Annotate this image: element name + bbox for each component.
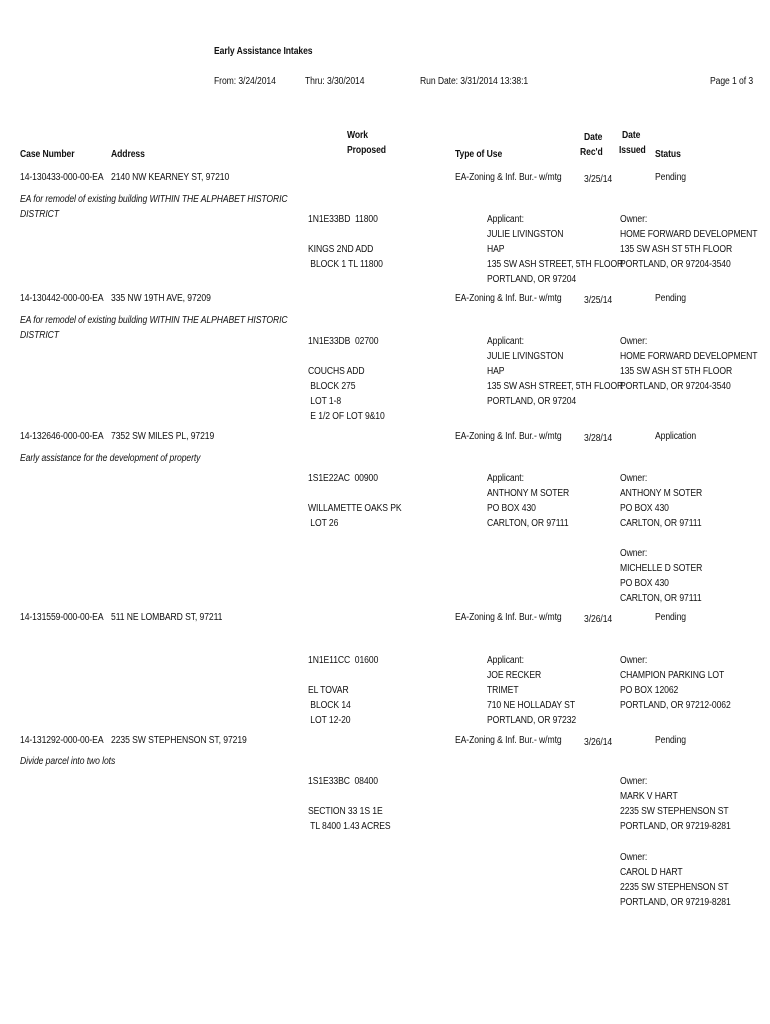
owner-block: Owner: MARK V HART 2235 SW STEPHENSON ST PORTLAND, OR 97219-8281 — [620, 776, 731, 832]
legal-description: 1N1E33BD 11800 KINGS 2ND ADD BLOCK 1 TL 11800 — [308, 214, 383, 270]
case-description: Divide parcel into two lots — [20, 756, 116, 767]
case-address: 335 NW 19TH AVE, 97209 — [111, 293, 211, 304]
owner-block-2: Owner: MICHELLE D SOTER PO BOX 430 CARLTON, OR 97111 — [620, 548, 703, 604]
case-status: Pending — [655, 293, 686, 304]
case-address: 7352 SW MILES PL, 97219 — [111, 431, 215, 442]
col-date-issued-2: Issued — [619, 145, 646, 156]
case-number: 14-130442-000-00-EA — [20, 293, 104, 304]
col-date-issued-1: Date — [622, 130, 641, 141]
owner-block: Owner: CHAMPION PARKING LOT PO BOX 12062 PORTLAND, OR 97212-0062 — [620, 655, 731, 711]
applicant-block: Applicant: JULIE LIVINGSTON HAP 135 SW ASH STREET, 5TH FLOOR PORTLAND, OR 97204 — [487, 214, 624, 285]
legal-description: 1S1E33BC 08400 SECTION 33 1S 1E TL 8400 1.43 ACRES — [308, 776, 391, 832]
owner-block: Owner: HOME FORWARD DEVELOPMENT 135 SW ASH ST 5TH FLOOR PORTLAND, OR 97204-3540 — [620, 214, 758, 270]
col-date-recd-2: Rec'd — [580, 147, 603, 158]
case-status: Pending — [655, 172, 686, 183]
case-number: 14-131292-000-00-EA — [20, 735, 104, 746]
case-address: 2235 SW STEPHENSON ST, 97219 — [111, 735, 247, 746]
type-of-use: EA-Zoning & Inf. Bur.- w/mtg — [455, 735, 562, 746]
col-work-2: Proposed — [347, 145, 386, 156]
case-status: Application — [655, 431, 697, 442]
owner-block: Owner: HOME FORWARD DEVELOPMENT 135 SW ASH ST 5TH FLOOR PORTLAND, OR 97204-3540 — [620, 336, 758, 392]
applicant-block: Applicant: ANTHONY M SOTER PO BOX 430 CARLTON, OR 97111 — [487, 473, 570, 529]
run-date: Run Date: 3/31/2014 13:38:1 — [420, 76, 529, 87]
col-case-number: Case Number — [20, 149, 75, 160]
case-description: Early assistance for the development of property — [20, 453, 201, 464]
col-date-recd-1: Date — [584, 132, 603, 143]
col-address: Address — [111, 149, 145, 160]
col-type-of-use: Type of Use — [455, 149, 503, 160]
date-recd: 3/25/14 — [584, 174, 613, 185]
case-number: 14-130433-000-00-EA — [20, 172, 104, 183]
applicant-block: Applicant: JULIE LIVINGSTON HAP 135 SW ASH STREET, 5TH FLOOR PORTLAND, OR 97204 — [487, 336, 624, 407]
type-of-use: EA-Zoning & Inf. Bur.- w/mtg — [455, 172, 562, 183]
date-recd: 3/25/14 — [584, 295, 613, 306]
case-number: 14-131559-000-00-EA — [20, 612, 104, 623]
applicant-block: Applicant: JOE RECKER TRIMET 710 NE HOLLADAY ST PORTLAND, OR 97232 — [487, 655, 577, 726]
date-recd: 3/28/14 — [584, 433, 613, 444]
case-status: Pending — [655, 735, 686, 746]
legal-description: 1S1E22AC 00900 WILLAMETTE OAKS PK LOT 26 — [308, 473, 402, 529]
case-description: EA for remodel of existing building WITHIN THE ALPHABET HISTORIC — [20, 315, 288, 326]
legal-description: 1N1E11CC 01600 EL TOVAR BLOCK 14 LOT 12-20 — [308, 655, 379, 726]
col-work-1: Work — [347, 130, 369, 141]
case-status: Pending — [655, 612, 686, 623]
case-address: 2140 NW KEARNEY ST, 97210 — [111, 172, 230, 183]
case-description: EA for remodel of existing building WITHIN THE ALPHABET HISTORIC — [20, 194, 288, 205]
case-description-2: DISTRICT — [20, 209, 59, 220]
date-recd: 3/26/14 — [584, 614, 613, 625]
owner-block: Owner: ANTHONY M SOTER PO BOX 430 CARLTON, OR 97111 — [620, 473, 703, 529]
thru-date: Thru: 3/30/2014 — [305, 76, 365, 87]
report-title: Early Assistance Intakes — [214, 46, 313, 57]
case-number: 14-132646-000-00-EA — [20, 431, 104, 442]
type-of-use: EA-Zoning & Inf. Bur.- w/mtg — [455, 612, 562, 623]
col-status: Status — [655, 149, 681, 160]
page-number: Page 1 of 3 — [710, 76, 754, 87]
type-of-use: EA-Zoning & Inf. Bur.- w/mtg — [455, 431, 562, 442]
date-recd: 3/26/14 — [584, 737, 613, 748]
case-description-2: DISTRICT — [20, 330, 59, 341]
owner-block-2: Owner: CAROL D HART 2235 SW STEPHENSON ST PORTLAND, OR 97219-8281 — [620, 852, 731, 908]
from-date: From: 3/24/2014 — [214, 76, 276, 87]
legal-description: 1N1E33DB 02700 COUCHS ADD BLOCK 275 LOT 1-8 E 1/2 OF LOT 9&10 — [308, 336, 385, 422]
type-of-use: EA-Zoning & Inf. Bur.- w/mtg — [455, 293, 562, 304]
case-address: 511 NE LOMBARD ST, 97211 — [111, 612, 223, 623]
